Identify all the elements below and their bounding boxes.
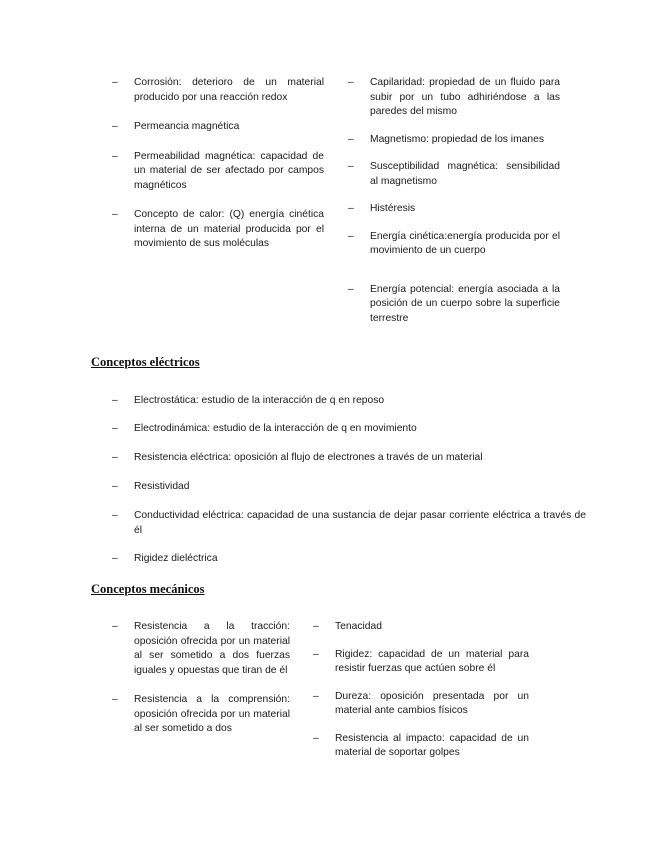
list-item: – Corrosión: deterioro de un material producido por una reacción redox xyxy=(112,77,324,103)
dash-bullet: – xyxy=(348,230,354,242)
list-item: – Dureza: oposición presentada por un material ante cambios físicos xyxy=(313,690,529,716)
list-item: – Permeancia magnética xyxy=(112,120,324,135)
section1-right-column xyxy=(348,76,560,326)
list-item: – Resistencia eléctrica: oposición al flujo de electrones a través de un material xyxy=(112,451,586,466)
dash-bullet: – xyxy=(112,694,118,705)
dash-bullet: – xyxy=(112,510,118,521)
section-heading-mecanicos: Conceptos mecánicos xyxy=(91,582,205,596)
dash-bullet: – xyxy=(348,133,354,145)
dash-bullet: – xyxy=(313,621,319,632)
list-item: – Energía potencial: energía asociada a la posición de un cuerpo sobre la superficie terrestre xyxy=(348,283,560,324)
dash-bullet: – xyxy=(112,481,118,492)
list-item: – Rigidez dieléctrica xyxy=(112,552,586,567)
dash-bullet: – xyxy=(112,423,118,434)
list-item: – Histéresis xyxy=(348,202,560,217)
dash-bullet: – xyxy=(348,77,354,88)
section1-left-column xyxy=(112,76,324,252)
dash-bullet: – xyxy=(112,621,118,632)
dash-bullet: – xyxy=(348,203,354,214)
dash-bullet: – xyxy=(313,690,319,702)
list-item: – Permeabilidad magnética: capacidad de un material de ser afectado por campos magnéticos xyxy=(112,150,324,191)
section-heading-electricos: Conceptos eléctricos xyxy=(91,355,200,369)
mecanicos-left-column xyxy=(112,620,290,737)
dash-bullet: – xyxy=(112,452,118,463)
list-item: – Resistencia a la tracción: oposición ofrecida por un material al ser sometido a dos fuerzas iguales y opuestas que tiran de él xyxy=(112,621,290,676)
list-item: – Susceptibilidad magnética: sensibilidad al magnetismo xyxy=(348,161,560,187)
list-item: – Resistencia al impacto: capacidad de un material de soportar golpes xyxy=(313,732,529,758)
dash-bullet: – xyxy=(112,209,118,220)
mecanicos-right-column xyxy=(313,620,529,761)
list-item: – Concepto de calor: (Q) energía cinética interna de un material producida por el movimiento de sus moléculas xyxy=(112,209,324,249)
dash-bullet: – xyxy=(313,648,319,660)
dash-bullet: – xyxy=(112,121,118,132)
list-item: – Rigidez: capacidad de un material para resistir fuerzas que actúen sobre él xyxy=(313,648,529,674)
dash-bullet: – xyxy=(348,161,354,172)
dash-bullet: – xyxy=(348,283,354,295)
list-item: – Electrodinámica: estudio de la interacción de q en movimiento xyxy=(112,422,586,437)
dash-bullet: – xyxy=(112,395,118,406)
list-item: – Magnetismo: propiedad de los imanes xyxy=(348,133,560,148)
list-item: – Energía cinética:energía producida por el movimiento de un cuerpo xyxy=(348,230,560,256)
dash-bullet: – xyxy=(112,553,118,564)
list-item: – Conductividad eléctrica: capacidad de una sustancia de dejar pasar corriente eléctrica a través de él xyxy=(112,510,586,536)
dash-bullet: – xyxy=(112,150,118,162)
dash-bullet: – xyxy=(112,77,118,88)
list-item: – Resistencia a la comprensión: oposición ofrecida por un material al ser sometido a dos xyxy=(112,694,290,734)
list-item: – Tenacidad xyxy=(313,620,529,635)
list-item: – Electrostática: estudio de la interacción de q en reposo xyxy=(112,394,586,409)
list-item: – Resistividad xyxy=(112,480,586,495)
dash-bullet: – xyxy=(313,732,319,744)
list-item: – Capilaridad: propiedad de un fluido para subir por un tubo adhiriéndose a las paredes del mismo xyxy=(348,77,560,117)
